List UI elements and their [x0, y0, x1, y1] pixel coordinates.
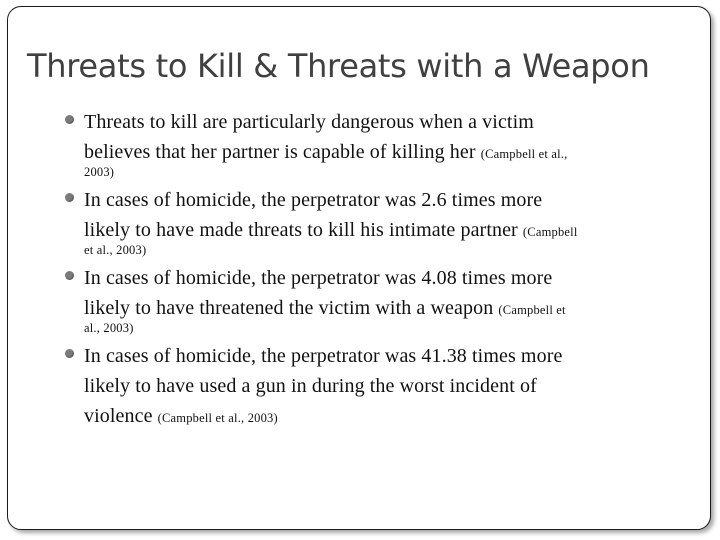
bullet-dot-icon	[65, 271, 74, 280]
bullet-line	[84, 293, 665, 323]
citation: (Campbell	[522, 225, 578, 239]
bullet-line-text: likely to have made threats to kill his intimate partner	[84, 219, 518, 241]
bullet-dot-icon	[65, 193, 74, 202]
citation: (Campbell et	[498, 303, 566, 317]
bullet-list	[65, 107, 665, 434]
citation-continued: 2003)	[84, 165, 115, 179]
bullet-item	[65, 263, 665, 335]
bullet-line: likely to have used a gun in during the worst incident of	[84, 375, 537, 397]
bullet-line-text: likely to have threatened the victim with a weapon	[84, 297, 494, 319]
citation: (Campbell et al.,	[480, 147, 568, 161]
bullet-item	[65, 341, 665, 431]
bullet-line	[84, 215, 665, 245]
citation: (Campbell et al., 2003)	[157, 411, 278, 425]
bullet-line	[84, 137, 665, 167]
slide-title: Threats to Kill & Threats with a Weapon	[27, 47, 650, 85]
bullet-line-text: violence	[84, 405, 153, 427]
citation-continued: et al., 2003)	[84, 243, 147, 257]
bullet-line: In cases of homicide, the perpetrator was 4.08 times more	[84, 267, 553, 289]
bullet-line	[84, 401, 665, 431]
bullet-dot-icon	[65, 115, 74, 124]
bullet-text	[84, 341, 665, 431]
bullet-text	[84, 185, 665, 245]
bullet-line: In cases of homicide, the perpetrator was 41.38 times more	[84, 345, 563, 367]
slide-frame	[7, 6, 711, 530]
bullet-item	[65, 185, 665, 257]
bullet-text	[84, 107, 665, 167]
bullet-text	[84, 263, 665, 323]
citation-continued: al., 2003)	[84, 321, 134, 335]
bullet-line: Threats to kill are particularly dangerous when a victim	[84, 111, 534, 133]
bullet-line: In cases of homicide, the perpetrator was 2.6 times more	[84, 189, 543, 211]
bullet-line-text: believes that her partner is capable of killing her	[84, 141, 476, 163]
bullet-dot-icon	[65, 349, 74, 358]
bullet-item	[65, 107, 665, 179]
